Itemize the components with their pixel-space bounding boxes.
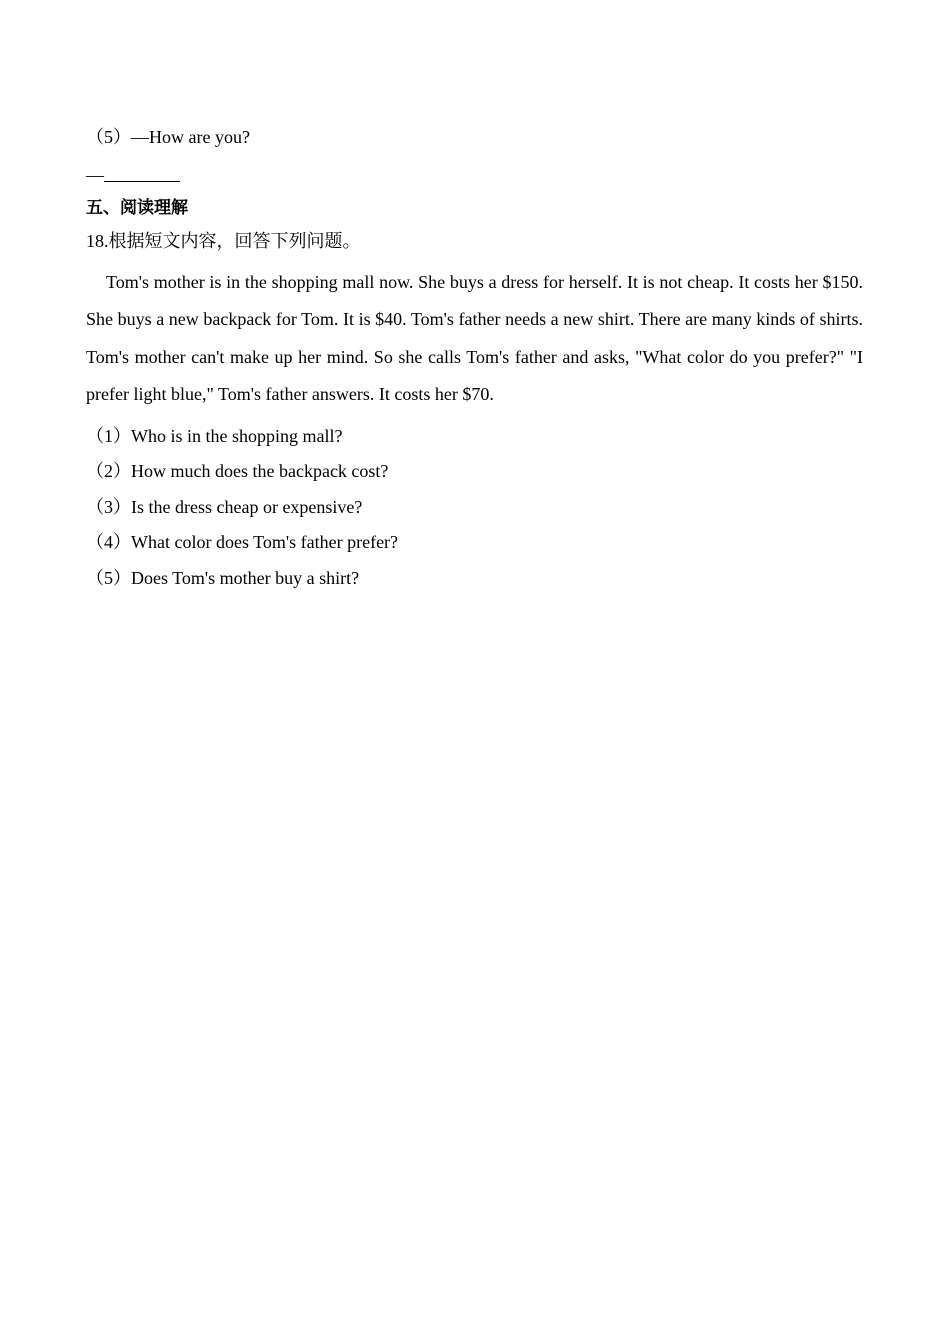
section-title: 五、阅读理解 <box>86 198 188 218</box>
answer-dash: — <box>86 165 104 185</box>
sub-question-2: （2）How much does the backpack cost? <box>86 461 389 482</box>
reading-passage: Tom's mother is in the shopping mall now. She buys a dress for herself. It is not cheap. It costs her $150. She buys a new backpack for Tom. It is $40. Tom's father needs a new shirt. There are many kinds of shirts. Tom's mother can't make up her mind. So she calls Tom's father and asks, "What color do you prefer?" "I prefer light blue," Tom's father answers. It costs her $70. <box>86 272 863 404</box>
prev-question-item-5: （5）—How are you? <box>86 127 250 147</box>
question-18-intro: 18.根据短文内容，回答下列问题。 <box>86 231 361 251</box>
sub-question-1: （1）Who is in the shopping mall? <box>86 425 343 446</box>
sub-question-4: （4）What color does Tom's father prefer? <box>86 532 399 553</box>
document-page <box>86 124 863 591</box>
sub-question-3: （3）Is the dress cheap or expensive? <box>86 496 363 517</box>
prev-question-answer-line <box>86 160 863 186</box>
sub-question-5: （5）Does Tom's mother buy a shirt? <box>86 567 360 588</box>
answer-blank[interactable] <box>104 163 180 182</box>
